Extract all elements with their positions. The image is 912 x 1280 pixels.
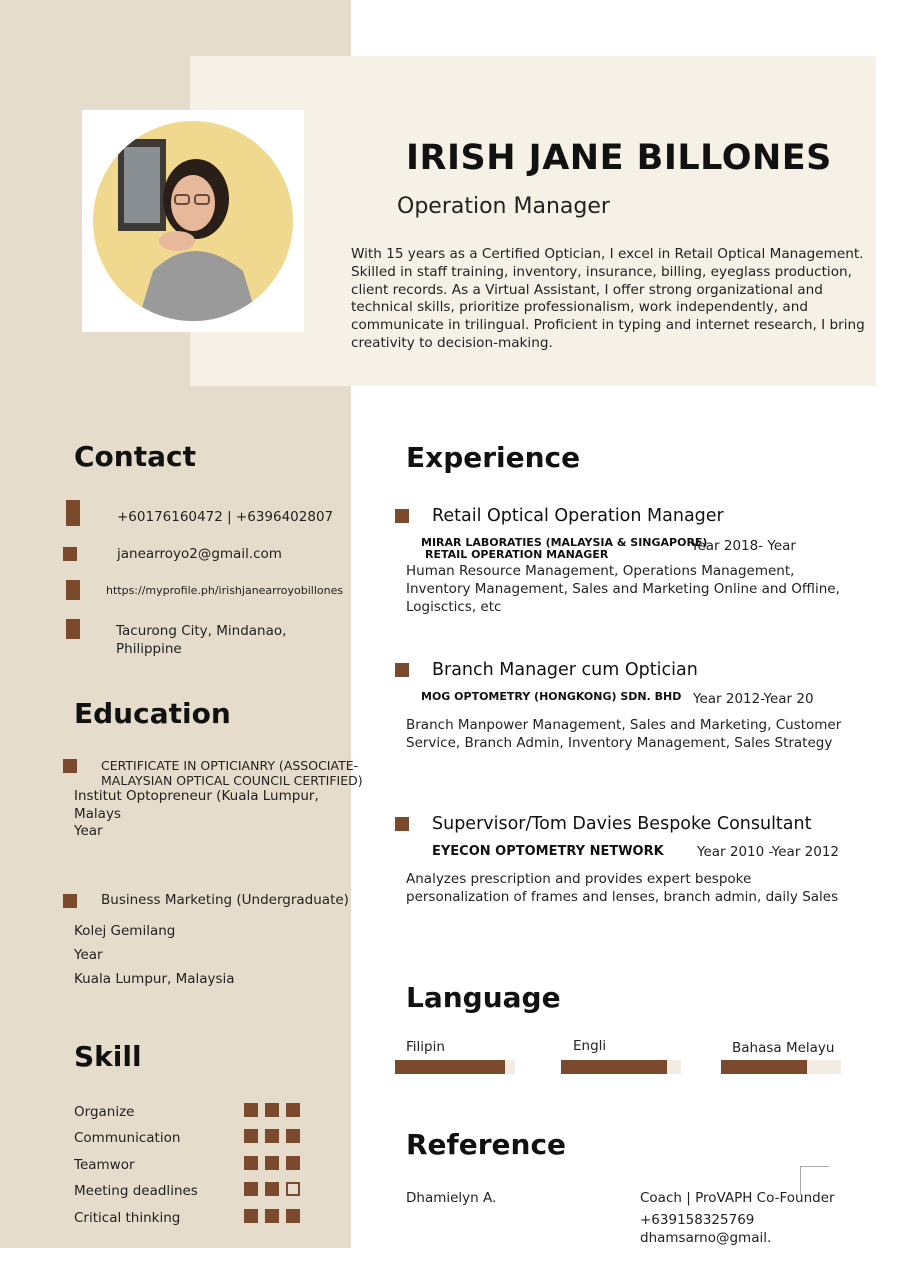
skill-level-indicator — [244, 1182, 300, 1196]
skill-level-filled — [244, 1129, 258, 1143]
education-title-line2: MALAYSIAN OPTICAL COUNCIL CERTIFIED) — [101, 773, 363, 788]
profile-summary: With 15 years as a Certified Optician, I excel in Retail Optical Management. Skilled in staff training, inventory, insurance, billing, eyeglass production, client records. As a Virtual Assistant, I offer strong organizational and technical skills, prioritize professionalism, work independently, and communicate in trilingual. Proficient in typing and internet research, I bring creativity to decision-making. — [351, 246, 865, 351]
skill-label: Critical thinking — [74, 1210, 181, 1226]
skill-level-filled — [265, 1156, 279, 1170]
language-label: Bahasa Melayu — [732, 1040, 835, 1056]
education-bullet — [63, 894, 77, 908]
contact-phone: +60176160472 | +6396402807 — [117, 509, 334, 525]
language-bar-fill — [721, 1060, 807, 1074]
contact-heading: Contact — [74, 440, 196, 473]
link-icon — [66, 580, 80, 600]
job-position: RETAIL OPERATION MANAGER — [425, 548, 609, 561]
language-label: Engli — [573, 1038, 607, 1054]
skill-label: Communication — [74, 1130, 181, 1146]
job-bullet — [395, 509, 409, 523]
education-item-title — [101, 758, 363, 788]
phone-icon — [66, 500, 80, 526]
reference-phone: +639158325769 — [640, 1212, 755, 1228]
job-title: Supervisor/Tom Davies Bespoke Consultant — [432, 814, 812, 834]
education-item-title: Business Marketing (Undergraduate) — [101, 892, 349, 908]
language-bar-track — [721, 1060, 841, 1074]
education-school-line2: Malays — [74, 805, 121, 822]
skill-level-filled — [265, 1182, 279, 1196]
skill-level-filled — [265, 1209, 279, 1223]
education-title-line1: CERTIFICATE IN OPTICIANRY (ASSOCIATE- — [101, 758, 359, 773]
job-company: MOG OPTOMETRY (HONGKONG) SDN. BHD — [421, 690, 682, 703]
skill-level-indicator — [244, 1103, 300, 1117]
job-years: Year 2010 -Year 2012 — [697, 844, 840, 860]
skill-level-filled — [244, 1156, 258, 1170]
skill-level-empty — [286, 1182, 300, 1196]
location-icon — [66, 619, 80, 639]
job-years: Year 2018- Year — [691, 538, 796, 554]
profile-photo-illustration — [93, 121, 293, 321]
language-bar-track — [561, 1060, 681, 1074]
candidate-role: Operation Manager — [397, 194, 610, 219]
skill-level-filled — [286, 1103, 300, 1117]
reference-name: Dhamielyn A. — [406, 1190, 497, 1206]
skill-level-filled — [265, 1129, 279, 1143]
job-bullet — [395, 817, 409, 831]
job-bullet — [395, 663, 409, 677]
skill-level-filled — [244, 1209, 258, 1223]
skill-level-filled — [286, 1156, 300, 1170]
email-icon — [63, 547, 77, 561]
candidate-name: IRISH JANE BILLONES — [406, 138, 832, 178]
skill-level-filled — [286, 1129, 300, 1143]
job-description: Branch Manpower Management, Sales and Marketing, Customer Service, Branch Admin, Inventory Management, Sales Strategy — [406, 717, 842, 751]
job-years: Year 2012-Year 20 — [693, 691, 814, 707]
reference-heading: Reference — [406, 1128, 567, 1161]
education-heading: Education — [74, 697, 231, 730]
job-company: EYECON OPTOMETRY NETWORK — [432, 844, 664, 859]
language-bar-fill — [561, 1060, 667, 1074]
language-bar-track — [395, 1060, 515, 1074]
skill-level-indicator — [244, 1209, 300, 1223]
contact-profile-link[interactable]: https://myprofile.ph/irishjanearroyobillones — [106, 584, 344, 597]
skill-level-filled — [244, 1103, 258, 1117]
reference-email[interactable]: dhamsarno@gmail. — [640, 1230, 772, 1246]
education-item-details — [74, 788, 319, 841]
job-description: Human Resource Management, Operations Management, Inventory Management, Sales and Marketing Online and Offline, Logisctics, etc — [406, 563, 840, 615]
education-school-line1: Institut Optopreneur (Kuala Lumpur, — [74, 788, 319, 804]
job-title: Branch Manager cum Optician — [432, 660, 698, 680]
skills-heading: Skill — [74, 1040, 142, 1073]
job-company: MIRAR LABORATIES (MALAYSIA & SINGAPORE) — [421, 536, 708, 549]
education-year: Year — [74, 823, 103, 839]
skill-label: Meeting deadlines — [74, 1183, 198, 1199]
contact-email[interactable]: janearroyo2@gmail.com — [117, 546, 282, 562]
education-school: Kolej Gemilang — [74, 923, 176, 939]
education-location: Kuala Lumpur, Malaysia — [74, 971, 235, 987]
skill-level-indicator — [244, 1129, 300, 1143]
contact-address-line1: Tacurong City, Mindanao, — [116, 623, 287, 639]
experience-heading: Experience — [406, 441, 581, 474]
language-label: Filipin — [406, 1039, 445, 1055]
skill-level-indicator — [244, 1156, 300, 1170]
skill-level-filled — [265, 1103, 279, 1117]
skill-level-filled — [286, 1209, 300, 1223]
job-description: Analyzes prescription and provides expert bespoke personalization of frames and lenses, branch admin, daily Sales — [406, 871, 839, 905]
skill-label: Organize — [74, 1104, 135, 1120]
skill-label: Teamwor — [74, 1157, 135, 1173]
education-bullet — [63, 759, 77, 773]
language-heading: Language — [406, 981, 561, 1014]
contact-address-line2: Philippine — [116, 641, 182, 657]
education-year: Year — [74, 947, 103, 963]
job-title: Retail Optical Operation Manager — [432, 506, 724, 526]
language-bar-fill — [395, 1060, 505, 1074]
reference-title: Coach | ProVAPH Co-Founder — [640, 1190, 835, 1206]
skill-level-filled — [244, 1182, 258, 1196]
profile-photo — [93, 121, 293, 321]
